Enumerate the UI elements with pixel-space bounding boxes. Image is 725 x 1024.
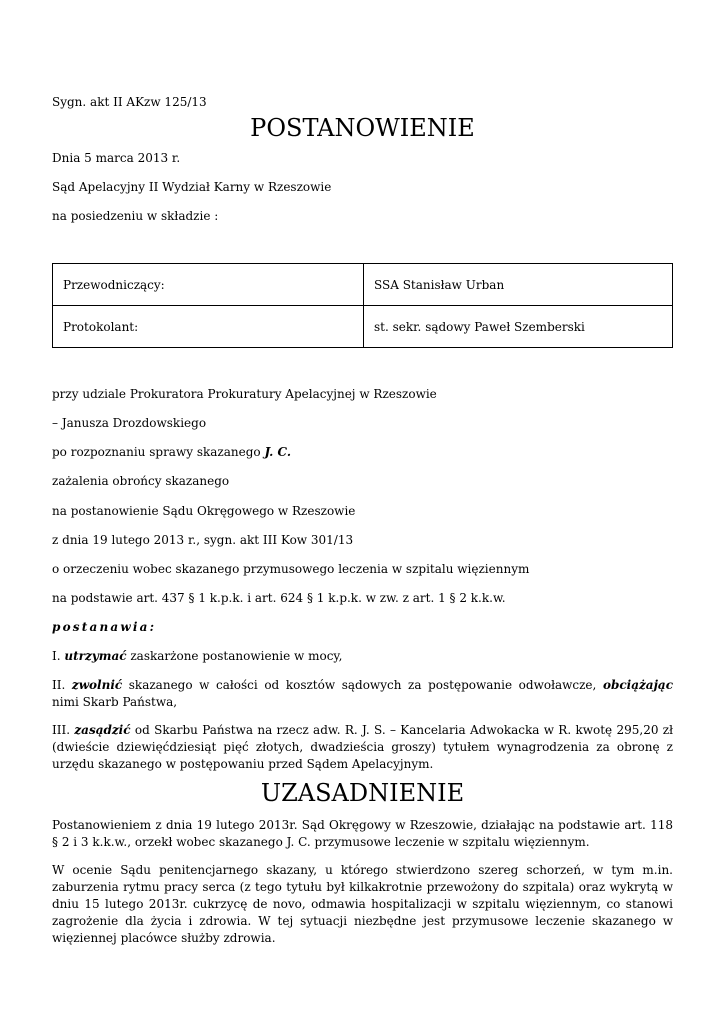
item-number: III. <box>52 723 75 737</box>
item-verb: zwolnić <box>71 678 123 692</box>
item-text: zaskarżone postanowienie w mocy, <box>126 649 343 663</box>
role-cell: Przewodniczący: <box>53 264 364 306</box>
court-name: Sąd Apelacyjny II Wydział Karny w Rzeszowie <box>52 180 332 194</box>
prosecutor-name: – Janusza Drozdowskiego <box>52 416 207 430</box>
table-row <box>53 264 673 306</box>
decision-date: Dnia 5 marca 2013 r. <box>52 151 181 165</box>
on-decision-line: na postanowienie Sądu Okręgowego w Rzeszowie <box>52 504 356 518</box>
document-title: POSTANOWIENIE <box>250 114 475 142</box>
justification-paragraph-1: Postanowieniem z dnia 19 lutego 2013r. Sąd Okręgowy w Rzeszowie, działając na podstawie art. 118 § 2 i 3 k.k.w., orzekł wobec skazanego J. C. przymusowe leczenie w szpitalu więziennym. <box>52 818 673 849</box>
item-verb-2: obciążając <box>602 678 674 692</box>
composition-table <box>52 263 673 348</box>
item-verb: zasądzić <box>74 723 131 737</box>
case-signature: Sygn. akt II AKzw 125/13 <box>52 95 207 109</box>
role-cell: Protokolant: <box>53 306 364 348</box>
case-prefix: po rozpoznaniu sprawy skazanego <box>52 445 265 459</box>
justification-paragraph-2: W ocenie Sądu penitencjarnego skazany, u którego stwierdzono szereg schorzeń, w tym m.in. zaburzenia rytmu pracy serca (z tego tytułu był kilkakrotnie przewożony do szpitala) oraz wykrytą w dniu 15 lutego 2013r. cukrzycę de novo, odmawia hospitalizacji w szpitalu więziennym, co stanowi zagrożenie dla życia i zdrowia. W tej sytuacji niezbędne jest przymusowe leczenie skazanego w więziennej placówce służby zdrowia. <box>52 863 673 945</box>
decision-date-line: z dnia 19 lutego 2013 r., sygn. akt III Kow 301/13 <box>52 533 354 547</box>
table-row <box>53 306 673 348</box>
convict-name: J. C. <box>264 445 292 459</box>
item-number: I. <box>52 649 65 663</box>
ruling-item-2 <box>52 677 673 711</box>
justification-title: UZASADNIENIE <box>260 779 465 807</box>
case-line <box>52 445 291 460</box>
ruling-heading: postanawia: <box>52 620 157 634</box>
ruling-item-3 <box>52 722 673 773</box>
ruling-item-1 <box>52 649 342 664</box>
person-cell: st. sekr. sądowy Paweł Szemberski <box>364 306 673 348</box>
item-text-2: nimi Skarb Państwa, <box>52 695 178 709</box>
item-number: II. <box>52 678 72 692</box>
subject-line: o orzeczeniu wobec skazanego przymusowego leczenia w szpitalu więziennym <box>52 562 530 576</box>
item-text: od Skarbu Państwa na rzecz adw. R. J. S. – Kancelaria Adwokacka w R. kwotę 295,20 zł (dwieście dziewięćdziesiąt pięć złotych, dwadzieścia groszy) tytułem wynagrodzenia za obronę z urzędu skazanego w postępowaniu przed Sądem Apelacyjnym. <box>52 723 673 771</box>
prosecutor-line: przy udziale Prokuratora Prokuratury Apelacyjnej w Rzeszowie <box>52 387 437 401</box>
appeal-line: zażalenia obrońcy skazanego <box>52 474 230 488</box>
person-cell: SSA Stanisław Urban <box>364 264 673 306</box>
item-text: skazanego w całości od kosztów sądowych za postępowanie odwoławcze, <box>122 678 603 692</box>
composition-intro: na posiedzeniu w składzie : <box>52 209 219 223</box>
item-verb: utrzymać <box>64 649 127 663</box>
legal-basis-line: na podstawie art. 437 § 1 k.p.k. i art. 624 § 1 k.p.k. w zw. z art. 1 § 2 k.k.w. <box>52 591 506 605</box>
